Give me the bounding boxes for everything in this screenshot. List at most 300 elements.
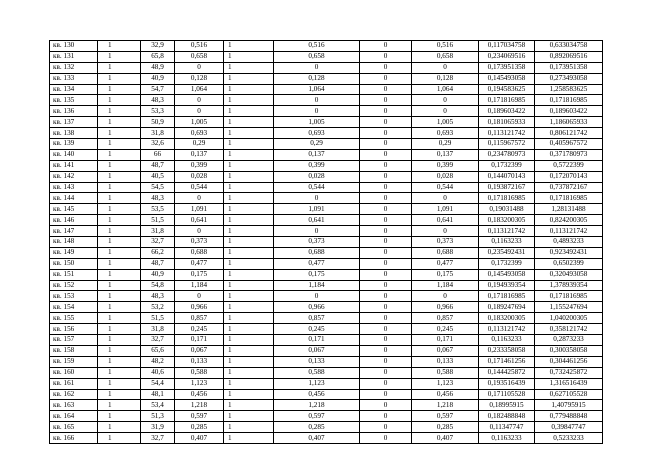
value-cell: 1,005	[175, 117, 224, 128]
table-row	[50, 182, 603, 193]
zero-cell: 0	[360, 247, 412, 258]
charge-cell: 0,067	[412, 345, 479, 356]
factor-cell: 1	[224, 149, 274, 160]
count-cell: 1	[98, 128, 141, 139]
apartment-cell: кв. 130	[50, 41, 98, 52]
charge-cell: 0,29	[412, 139, 479, 150]
factor-cell: 1	[224, 95, 274, 106]
count-cell: 1	[98, 226, 141, 237]
zero-cell: 0	[360, 302, 412, 313]
table-row	[50, 345, 603, 356]
subtotal-cell: 0,693	[274, 128, 360, 139]
zero-cell: 0	[360, 149, 412, 160]
subtotal-cell: 0,477	[274, 258, 360, 269]
charge-cell: 0,175	[412, 269, 479, 280]
count-cell: 1	[98, 324, 141, 335]
share-cell: 0,234780973	[479, 149, 535, 160]
area-cell: 32,7	[141, 335, 175, 346]
zero-cell: 0	[360, 411, 412, 422]
apartment-cell: кв. 158	[50, 345, 98, 356]
subtotal-cell: 0,175	[274, 269, 360, 280]
apartment-cell: кв. 163	[50, 400, 98, 411]
factor-cell: 1	[224, 422, 274, 433]
area-cell: 40,6	[141, 367, 175, 378]
count-cell: 1	[98, 422, 141, 433]
charge-cell: 0,028	[412, 171, 479, 182]
factor-cell: 1	[224, 269, 274, 280]
value-cell: 0	[175, 291, 224, 302]
area-cell: 54,7	[141, 84, 175, 95]
count-cell: 1	[98, 73, 141, 84]
charge-cell: 1,184	[412, 280, 479, 291]
charge-cell: 1,064	[412, 84, 479, 95]
count-cell: 1	[98, 204, 141, 215]
table-row	[50, 389, 603, 400]
value-cell: 0,516	[175, 41, 224, 52]
value-cell: 0,693	[175, 128, 224, 139]
count-cell: 1	[98, 62, 141, 73]
factor-cell: 1	[224, 411, 274, 422]
count-cell: 1	[98, 160, 141, 171]
area-cell: 54,5	[141, 182, 175, 193]
apartment-cell: кв. 153	[50, 291, 98, 302]
subtotal-cell: 0,966	[274, 302, 360, 313]
count-cell: 1	[98, 117, 141, 128]
share-cell: 0,117034758	[479, 41, 535, 52]
apartment-cell: кв. 136	[50, 106, 98, 117]
area-cell: 31,8	[141, 128, 175, 139]
area-cell: 48,3	[141, 193, 175, 204]
table-row	[50, 280, 603, 291]
share-cell: 0,113121742	[479, 128, 535, 139]
factor-cell: 1	[224, 139, 274, 150]
factor-cell: 1	[224, 182, 274, 193]
value-cell: 0,966	[175, 302, 224, 313]
charge-cell: 0,399	[412, 160, 479, 171]
factor-cell: 1	[224, 41, 274, 52]
apartment-cell: кв. 133	[50, 73, 98, 84]
apartment-cell: кв. 162	[50, 389, 98, 400]
share-cell: 0,145493058	[479, 73, 535, 84]
total-cell: 1,378939354	[535, 280, 603, 291]
charge-cell: 0,245	[412, 324, 479, 335]
zero-cell: 0	[360, 139, 412, 150]
value-cell: 0	[175, 62, 224, 73]
count-cell: 1	[98, 149, 141, 160]
apartment-cell: кв. 166	[50, 433, 98, 444]
apartment-cell: кв. 164	[50, 411, 98, 422]
share-cell: 0,171461256	[479, 356, 535, 367]
total-cell: 0,779488848	[535, 411, 603, 422]
table-row	[50, 258, 603, 269]
charge-cell: 0,693	[412, 128, 479, 139]
factor-cell: 1	[224, 117, 274, 128]
charge-cell: 0,477	[412, 258, 479, 269]
apartment-cell: кв. 142	[50, 171, 98, 182]
value-cell: 0,171	[175, 335, 224, 346]
zero-cell: 0	[360, 73, 412, 84]
apartment-cell: кв. 146	[50, 215, 98, 226]
share-cell: 0,113121742	[479, 324, 535, 335]
zero-cell: 0	[360, 41, 412, 52]
table-row	[50, 335, 603, 346]
area-cell: 32,7	[141, 237, 175, 248]
factor-cell: 1	[224, 62, 274, 73]
share-cell: 0,193872167	[479, 182, 535, 193]
apartment-cell: кв. 147	[50, 226, 98, 237]
apartment-cell: кв. 144	[50, 193, 98, 204]
factor-cell: 1	[224, 335, 274, 346]
apartment-cell: кв. 134	[50, 84, 98, 95]
zero-cell: 0	[360, 280, 412, 291]
charge-cell: 0,597	[412, 411, 479, 422]
total-cell: 0,4893233	[535, 237, 603, 248]
value-cell: 0	[175, 193, 224, 204]
total-cell: 1,186065933	[535, 117, 603, 128]
apartment-cell: кв. 157	[50, 335, 98, 346]
subtotal-cell: 0,857	[274, 313, 360, 324]
count-cell: 1	[98, 139, 141, 150]
charge-cell: 0,966	[412, 302, 479, 313]
value-cell: 0,658	[175, 51, 224, 62]
share-cell: 0,113121742	[479, 226, 535, 237]
charge-cell: 0,516	[412, 41, 479, 52]
subtotal-cell: 0,399	[274, 160, 360, 171]
share-cell: 0,182488848	[479, 411, 535, 422]
zero-cell: 0	[360, 95, 412, 106]
data-table	[49, 40, 603, 444]
zero-cell: 0	[360, 204, 412, 215]
charge-cell: 0	[412, 226, 479, 237]
area-cell: 51,5	[141, 313, 175, 324]
share-cell: 0,19031488	[479, 204, 535, 215]
area-cell: 32,7	[141, 433, 175, 444]
table-row	[50, 411, 603, 422]
count-cell: 1	[98, 411, 141, 422]
charge-cell: 0,658	[412, 51, 479, 62]
charge-cell: 0,588	[412, 367, 479, 378]
value-cell: 0,857	[175, 313, 224, 324]
apartment-cell: кв. 160	[50, 367, 98, 378]
value-cell: 0,285	[175, 422, 224, 433]
share-cell: 0,183200305	[479, 215, 535, 226]
apartment-cell: кв. 155	[50, 313, 98, 324]
count-cell: 1	[98, 258, 141, 269]
factor-cell: 1	[224, 324, 274, 335]
factor-cell: 1	[224, 128, 274, 139]
table-row	[50, 128, 603, 139]
count-cell: 1	[98, 237, 141, 248]
area-cell: 65,8	[141, 51, 175, 62]
apartment-cell: кв. 131	[50, 51, 98, 62]
apartment-cell: кв. 165	[50, 422, 98, 433]
value-cell: 0,641	[175, 215, 224, 226]
charge-cell: 0,128	[412, 73, 479, 84]
charge-cell: 0	[412, 193, 479, 204]
charge-cell: 0,688	[412, 247, 479, 258]
count-cell: 1	[98, 313, 141, 324]
area-cell: 51,3	[141, 411, 175, 422]
subtotal-cell: 0,641	[274, 215, 360, 226]
zero-cell: 0	[360, 160, 412, 171]
charge-cell: 0,285	[412, 422, 479, 433]
apartment-cell: кв. 150	[50, 258, 98, 269]
charge-cell: 0,456	[412, 389, 479, 400]
table-row	[50, 237, 603, 248]
value-cell: 0	[175, 106, 224, 117]
count-cell: 1	[98, 269, 141, 280]
total-cell: 0,2873233	[535, 335, 603, 346]
factor-cell: 1	[224, 302, 274, 313]
factor-cell: 1	[224, 378, 274, 389]
value-cell: 0	[175, 226, 224, 237]
total-cell: 0,824200305	[535, 215, 603, 226]
total-cell: 1,155247694	[535, 302, 603, 313]
zero-cell: 0	[360, 433, 412, 444]
zero-cell: 0	[360, 51, 412, 62]
total-cell: 0,320493058	[535, 269, 603, 280]
total-cell: 0,923492431	[535, 247, 603, 258]
subtotal-cell: 0	[274, 62, 360, 73]
zero-cell: 0	[360, 215, 412, 226]
zero-cell: 0	[360, 171, 412, 182]
value-cell: 0,456	[175, 389, 224, 400]
table-row	[50, 302, 603, 313]
area-cell: 53,2	[141, 302, 175, 313]
value-cell: 0,373	[175, 237, 224, 248]
area-cell: 31,9	[141, 422, 175, 433]
factor-cell: 1	[224, 215, 274, 226]
count-cell: 1	[98, 356, 141, 367]
value-cell: 0,137	[175, 149, 224, 160]
total-cell: 0,189603422	[535, 106, 603, 117]
factor-cell: 1	[224, 291, 274, 302]
share-cell: 0,144425872	[479, 367, 535, 378]
total-cell: 0,172070143	[535, 171, 603, 182]
total-cell: 1,316516439	[535, 378, 603, 389]
charge-cell: 1,218	[412, 400, 479, 411]
factor-cell: 1	[224, 356, 274, 367]
apartment-cell: кв. 156	[50, 324, 98, 335]
total-cell: 0,300358058	[535, 345, 603, 356]
factor-cell: 1	[224, 204, 274, 215]
table-row	[50, 356, 603, 367]
zero-cell: 0	[360, 400, 412, 411]
count-cell: 1	[98, 400, 141, 411]
subtotal-cell: 0,456	[274, 389, 360, 400]
area-cell: 53,4	[141, 400, 175, 411]
zero-cell: 0	[360, 335, 412, 346]
share-cell: 0,171816985	[479, 95, 535, 106]
total-cell: 0,171816985	[535, 193, 603, 204]
table-row	[50, 149, 603, 160]
count-cell: 1	[98, 84, 141, 95]
area-cell: 50,9	[141, 117, 175, 128]
value-cell: 0,399	[175, 160, 224, 171]
subtotal-cell: 0,544	[274, 182, 360, 193]
zero-cell: 0	[360, 389, 412, 400]
share-cell: 0,115967572	[479, 139, 535, 150]
subtotal-cell: 0	[274, 95, 360, 106]
subtotal-cell: 0,588	[274, 367, 360, 378]
factor-cell: 1	[224, 258, 274, 269]
zero-cell: 0	[360, 237, 412, 248]
share-cell: 0,235492431	[479, 247, 535, 258]
count-cell: 1	[98, 182, 141, 193]
factor-cell: 1	[224, 313, 274, 324]
zero-cell: 0	[360, 313, 412, 324]
area-cell: 54,8	[141, 280, 175, 291]
area-cell: 54,4	[141, 378, 175, 389]
charge-cell: 0,857	[412, 313, 479, 324]
share-cell: 0,233358058	[479, 345, 535, 356]
subtotal-cell: 0	[274, 193, 360, 204]
apartment-cell: кв. 135	[50, 95, 98, 106]
table-row	[50, 433, 603, 444]
area-cell: 53,5	[141, 204, 175, 215]
apartment-cell: кв. 161	[50, 378, 98, 389]
zero-cell: 0	[360, 367, 412, 378]
count-cell: 1	[98, 41, 141, 52]
apartment-cell: кв. 148	[50, 237, 98, 248]
share-cell: 0,234069516	[479, 51, 535, 62]
total-cell: 0,5722399	[535, 160, 603, 171]
area-cell: 66,2	[141, 247, 175, 258]
table-row	[50, 193, 603, 204]
table-row	[50, 422, 603, 433]
apartment-cell: кв. 143	[50, 182, 98, 193]
table-row	[50, 367, 603, 378]
share-cell: 0,145493058	[479, 269, 535, 280]
area-cell: 48,1	[141, 389, 175, 400]
zero-cell: 0	[360, 345, 412, 356]
subtotal-cell: 1,091	[274, 204, 360, 215]
share-cell: 0,171105528	[479, 389, 535, 400]
factor-cell: 1	[224, 171, 274, 182]
apartment-cell: кв. 151	[50, 269, 98, 280]
total-cell: 0,39847747	[535, 422, 603, 433]
share-cell: 0,181065933	[479, 117, 535, 128]
value-cell: 0,407	[175, 433, 224, 444]
factor-cell: 1	[224, 345, 274, 356]
zero-cell: 0	[360, 422, 412, 433]
subtotal-cell: 1,184	[274, 280, 360, 291]
total-cell: 0,171816985	[535, 291, 603, 302]
total-cell: 0,358121742	[535, 324, 603, 335]
total-cell: 0,806121742	[535, 128, 603, 139]
subtotal-cell: 1,064	[274, 84, 360, 95]
zero-cell: 0	[360, 117, 412, 128]
subtotal-cell: 0,658	[274, 51, 360, 62]
zero-cell: 0	[360, 258, 412, 269]
factor-cell: 1	[224, 106, 274, 117]
table-row	[50, 247, 603, 258]
zero-cell: 0	[360, 106, 412, 117]
area-cell: 40,9	[141, 73, 175, 84]
table-row	[50, 51, 603, 62]
area-cell: 48,3	[141, 95, 175, 106]
apartment-cell: кв. 140	[50, 149, 98, 160]
share-cell: 0,144070143	[479, 171, 535, 182]
share-cell: 0,171816985	[479, 193, 535, 204]
factor-cell: 1	[224, 51, 274, 62]
apartment-cell: кв. 159	[50, 356, 98, 367]
value-cell: 1,218	[175, 400, 224, 411]
share-cell: 0,18995915	[479, 400, 535, 411]
count-cell: 1	[98, 280, 141, 291]
total-cell: 0,171816985	[535, 95, 603, 106]
zero-cell: 0	[360, 62, 412, 73]
value-cell: 0,128	[175, 73, 224, 84]
total-cell: 0,113121742	[535, 226, 603, 237]
share-cell: 0,1732399	[479, 258, 535, 269]
apartment-cell: кв. 149	[50, 247, 98, 258]
charge-cell: 0,544	[412, 182, 479, 193]
zero-cell: 0	[360, 193, 412, 204]
charge-cell: 1,091	[412, 204, 479, 215]
table-row	[50, 171, 603, 182]
area-cell: 32,6	[141, 139, 175, 150]
zero-cell: 0	[360, 378, 412, 389]
area-cell: 40,9	[141, 269, 175, 280]
share-cell: 0,183200305	[479, 313, 535, 324]
value-cell: 1,064	[175, 84, 224, 95]
share-cell: 0,1163233	[479, 335, 535, 346]
count-cell: 1	[98, 247, 141, 258]
apartment-cell: кв. 154	[50, 302, 98, 313]
subtotal-cell: 1,005	[274, 117, 360, 128]
table-row	[50, 62, 603, 73]
count-cell: 1	[98, 171, 141, 182]
apartment-cell: кв. 145	[50, 204, 98, 215]
value-cell: 0,544	[175, 182, 224, 193]
area-cell: 31,8	[141, 324, 175, 335]
area-cell: 48,7	[141, 160, 175, 171]
area-cell: 53,3	[141, 106, 175, 117]
share-cell: 0,171816985	[479, 291, 535, 302]
factor-cell: 1	[224, 389, 274, 400]
table-row	[50, 139, 603, 150]
table-row	[50, 378, 603, 389]
charge-cell: 0,373	[412, 237, 479, 248]
table-row	[50, 204, 603, 215]
value-cell: 0,477	[175, 258, 224, 269]
subtotal-cell: 0,133	[274, 356, 360, 367]
total-cell: 0,273493058	[535, 73, 603, 84]
subtotal-cell: 0,516	[274, 41, 360, 52]
zero-cell: 0	[360, 356, 412, 367]
total-cell: 1,28131488	[535, 204, 603, 215]
subtotal-cell: 0,171	[274, 335, 360, 346]
factor-cell: 1	[224, 73, 274, 84]
charge-cell: 0,133	[412, 356, 479, 367]
table-row	[50, 313, 603, 324]
total-cell: 0,405967572	[535, 139, 603, 150]
charge-cell: 0,137	[412, 149, 479, 160]
area-cell: 48,2	[141, 356, 175, 367]
table-row	[50, 95, 603, 106]
count-cell: 1	[98, 291, 141, 302]
count-cell: 1	[98, 345, 141, 356]
table-row	[50, 269, 603, 280]
area-cell: 48,3	[141, 291, 175, 302]
area-cell: 40,5	[141, 171, 175, 182]
share-cell: 0,189247694	[479, 302, 535, 313]
zero-cell: 0	[360, 269, 412, 280]
subtotal-cell: 1,218	[274, 400, 360, 411]
subtotal-cell: 0	[274, 226, 360, 237]
total-cell: 0,627105528	[535, 389, 603, 400]
